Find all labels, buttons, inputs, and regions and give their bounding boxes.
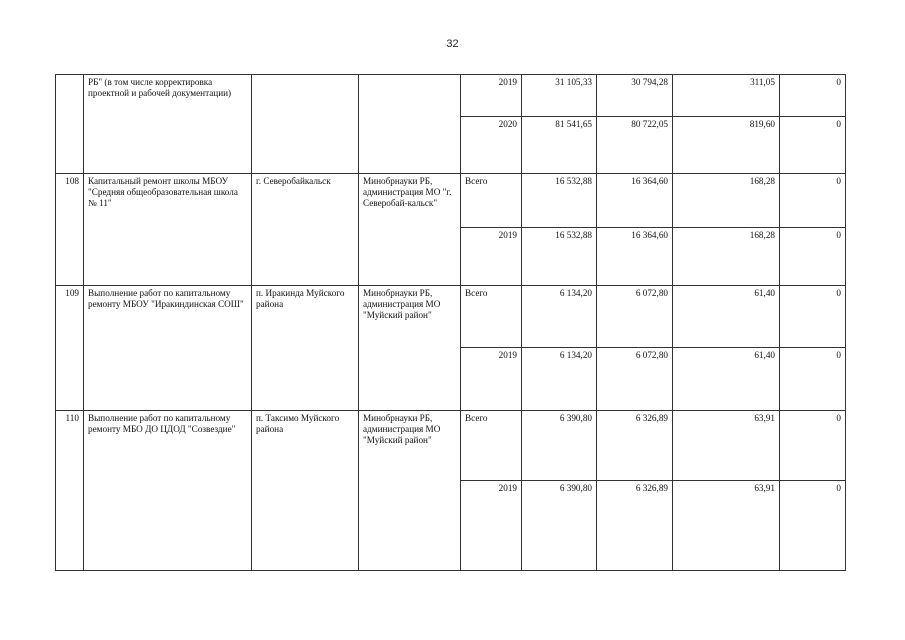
year-cell: 2019 — [461, 228, 522, 286]
object-name: РБ" (в том числе корректировка проектной и рабочей документации) — [84, 75, 252, 174]
local-cell: 0 — [780, 117, 846, 174]
object-customer: Минобрнауки РБ, администрация МО "Муйский район" — [359, 411, 461, 571]
object-location: г. Северобайкальск — [252, 174, 359, 286]
local-cell: 0 — [780, 75, 846, 117]
year-cell: 2019 — [461, 348, 522, 411]
total-cell: 6 390,80 — [522, 411, 597, 481]
year-cell: 2020 — [461, 117, 522, 174]
object-customer: Минобрнауки РБ, администрация МО "г. Северобай-кальск" — [359, 174, 461, 286]
object-name: Капитальный ремонт школы МБОУ "Средняя общеобразовательная школа № 11" — [84, 174, 252, 286]
projects-table — [55, 74, 846, 571]
local-cell: 0 — [780, 348, 846, 411]
federal-cell: 6 072,80 — [597, 348, 673, 411]
object-location: п. Иракинда Муйского района — [252, 286, 359, 411]
year-cell: 2019 — [461, 481, 522, 571]
table-row — [56, 174, 846, 228]
local-cell: 0 — [780, 481, 846, 571]
regional-cell: 311,05 — [673, 75, 780, 117]
table-row — [56, 75, 846, 117]
local-cell: 0 — [780, 228, 846, 286]
local-cell: 0 — [780, 286, 846, 348]
table-row — [56, 411, 846, 481]
total-cell: 31 105,33 — [522, 75, 597, 117]
regional-cell: 61,40 — [673, 348, 780, 411]
object-name: Выполнение работ по капитальному ремонту МБО ДО ЦДОД "Созвездие" — [84, 411, 252, 571]
federal-cell: 6 326,89 — [597, 481, 673, 571]
table-row — [56, 286, 846, 348]
local-cell: 0 — [780, 411, 846, 481]
total-cell: 6 134,20 — [522, 348, 597, 411]
regional-cell: 63,91 — [673, 411, 780, 481]
object-name: Выполнение работ по капитальному ремонту МБОУ "Иракиндинская СОШ" — [84, 286, 252, 411]
year-cell: Всего — [461, 411, 522, 481]
object-customer — [359, 75, 461, 174]
regional-cell: 168,28 — [673, 174, 780, 228]
total-cell: 6 134,20 — [522, 286, 597, 348]
federal-cell: 80 722,05 — [597, 117, 673, 174]
regional-cell: 168,28 — [673, 228, 780, 286]
regional-cell: 819,60 — [673, 117, 780, 174]
row-number — [56, 75, 84, 174]
object-location — [252, 75, 359, 174]
federal-cell: 16 364,60 — [597, 228, 673, 286]
year-cell: 2019 — [461, 75, 522, 117]
object-location: п. Таксимо Муйского района — [252, 411, 359, 571]
federal-cell: 16 364,60 — [597, 174, 673, 228]
year-cell: Всего — [461, 286, 522, 348]
local-cell: 0 — [780, 174, 846, 228]
object-customer: Минобрнауки РБ, администрация МО "Муйский район" — [359, 286, 461, 411]
total-cell: 16 532,88 — [522, 228, 597, 286]
federal-cell: 30 794,28 — [597, 75, 673, 117]
row-number: 108 — [56, 174, 84, 286]
federal-cell: 6 072,80 — [597, 286, 673, 348]
regional-cell: 61,40 — [673, 286, 780, 348]
total-cell: 6 390,80 — [522, 481, 597, 571]
year-cell: Всего — [461, 174, 522, 228]
total-cell: 16 532,88 — [522, 174, 597, 228]
total-cell: 81 541,65 — [522, 117, 597, 174]
row-number: 109 — [56, 286, 84, 411]
row-number: 110 — [56, 411, 84, 571]
page-number: 32 — [446, 38, 459, 50]
regional-cell: 63,91 — [673, 481, 780, 571]
federal-cell: 6 326,89 — [597, 411, 673, 481]
